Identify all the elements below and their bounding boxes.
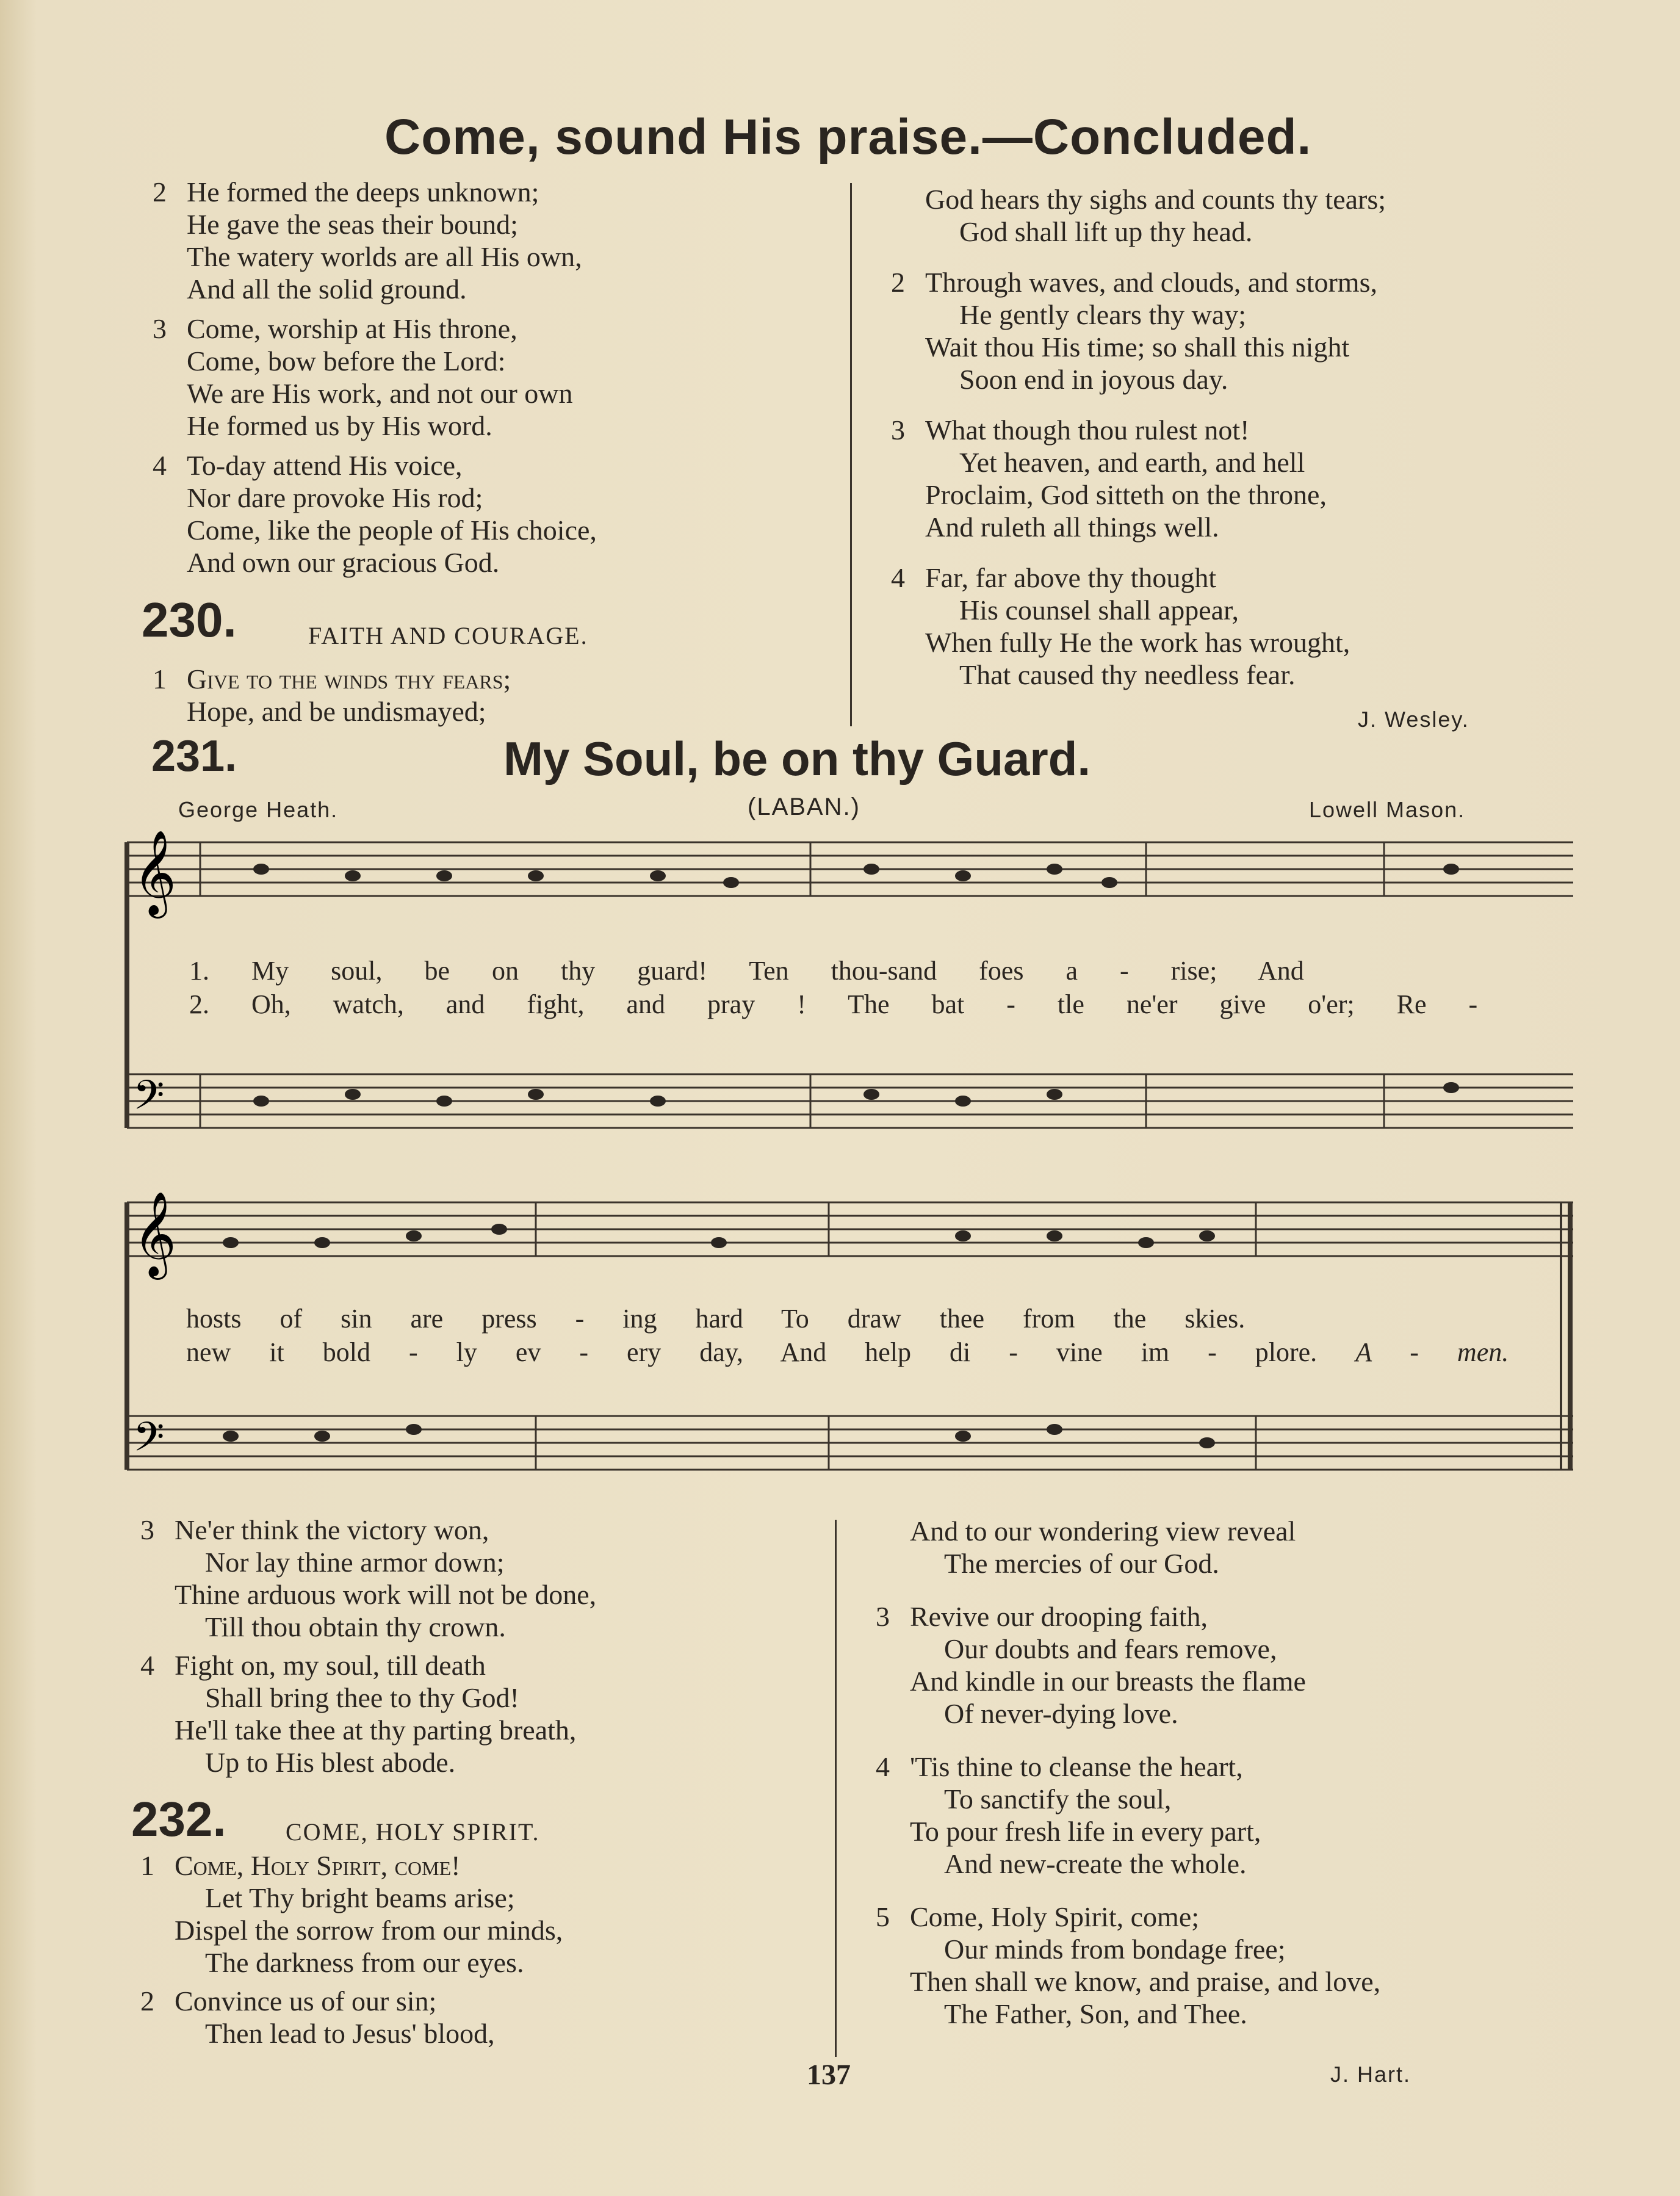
music-by: Lowell Mason.: [1309, 797, 1466, 822]
hymn-230-heading: FAITH AND COURAGE.: [308, 622, 588, 649]
hymn-230-number: 230.: [142, 593, 237, 647]
lyrics-system1-line2: 2. Oh, watch, and fight, and pray ! The bat - tle ne'er give o'er; Re -: [189, 989, 1478, 1019]
svg-text:𝄢: 𝄢: [133, 1072, 165, 1129]
lyrics-system2-line1: hosts of sin are press - ing hard To draw thee from the skies.: [186, 1304, 1246, 1334]
lyrics-system2-line2: new it bold - ly ev - ery day, And help di - vine im - plore. A - men.: [186, 1337, 1509, 1367]
lyrics-system1-line1: 1. My soul, be on thy guard! Ten thou-sand foes a - rise; And: [189, 956, 1304, 986]
svg-text:𝄞: 𝄞: [133, 1191, 176, 1276]
verse-line: 2 He formed the deeps unknown;: [153, 176, 539, 208]
left-top-verses: 2 He formed the deeps unknown; He gave the seas their bound; The watery worlds are all His own, And all the solid ground. 3 Come, worship at His throne, Come, bow before the Lord: We are His work, and not our own He formed us by His word. 4 To-day attend His voice, Nor dare provoke His rod; Come, like the people of His choice, And own our gracious God.: [153, 176, 597, 578]
svg-text:𝄞: 𝄞: [133, 830, 176, 915]
right-bottom-verses: And to our wondering view reveal The mercies of our God. 3 Revive our drooping faith, Our doubts and fears remove, And kindle in our breasts the flame Of never-dying love. 4 'Tis thine to cleanse the heart, To sanctify the soul, To pour fresh life in every part, And new-create the whole. 5 Come, Holy Spirit, come; Our minds from bondage free; Then shall we know, and praise, and love, The Father, Son, and Thee.: [876, 1515, 1381, 2029]
hymn-230-verse: 1 Give to the winds thy fears; Hope, and be undismayed;: [153, 663, 511, 727]
svg-text:𝄢: 𝄢: [133, 1414, 165, 1470]
tune-name: (LABAN.): [748, 793, 860, 820]
hart-credit: J. Hart.: [1330, 2062, 1411, 2087]
hymn-232-number: 232.: [131, 1792, 226, 1846]
column-divider-bottom: [835, 1520, 837, 2057]
wesley-credit: J. Wesley.: [1358, 707, 1469, 732]
hymn-232-verses: 1 Come, Holy Spirit, come! Let Thy bright beams arise; Dispel the sorrow from our minds, The darkness from our eyes. 2 Convince us of our sin; Then lead to Jesus' blood,: [140, 1850, 563, 2049]
hymn-231-number: 231.: [151, 732, 237, 781]
page-number: 137: [807, 2059, 851, 2091]
left-bottom-verses: 3 Ne'er think the victory won, Nor lay thine armor down; Thine arduous work will not be done, Till thou obtain thy crown. 4 Fight on, my soul, till death Shall bring thee to thy God! He'll take thee at thy parting breath, Up to His blest abode.: [140, 1514, 597, 1778]
words-by: George Heath.: [178, 797, 339, 822]
column-divider: [850, 183, 852, 726]
hymn-232-heading: COME, HOLY SPIRIT.: [286, 1818, 540, 1846]
hymn-231-title: My Soul, be on thy Guard.: [503, 732, 1091, 786]
right-top-verses: God hears thy sighs and counts thy tears; God shall lift up thy head. 2 Through waves, and clouds, and storms, He gently clears thy way; Wait thou His time; so shall this night Soon end in joyous day. 3 What though thou rulest not! Yet heaven, and earth, and hell Proclaim, God sitteth on the throne, And ruleth all things well. 4 Far, far above thy thought His counsel shall appear, When fully He the work has wrought, That caused thy needless fear.: [891, 184, 1386, 690]
page-title: Come, sound His praise.—Concluded.: [384, 109, 1312, 165]
